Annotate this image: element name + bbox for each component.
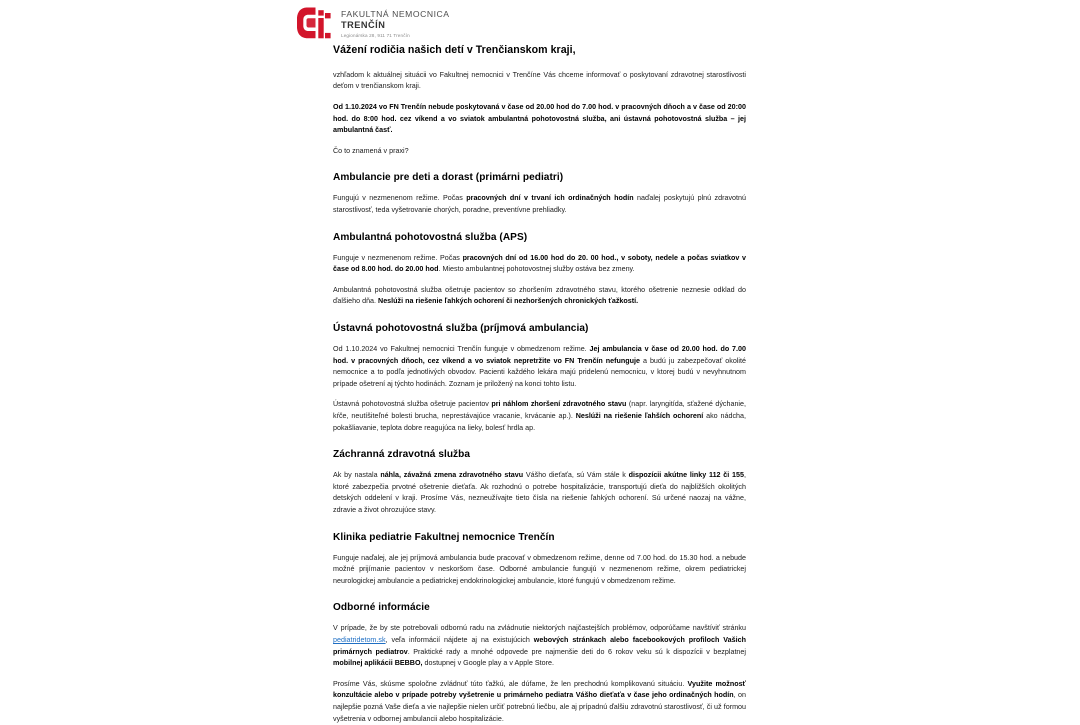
section-heading: Ústavná pohotovostná služba (príjmová ambulancia) <box>333 322 589 334</box>
body-text: Vášho dieťaťa, sú Vám stále k <box>523 471 629 480</box>
section-paragraph <box>333 193 746 216</box>
body-text: Ústavná pohotovostná služba ošetruje pacientov <box>333 400 492 409</box>
body-text: Ak by nastala <box>333 471 381 480</box>
emphasis-text: pri náhlom zhoršení zdravotného stavu <box>491 400 627 409</box>
body-text: a budú ju zabezpečovať okolité nemocnice a to podľa jednotlivých obvodov. Pacienti každého lekára majú pridelenú nemocnicu, v ktorej budú v nevyhnutnom prípade ošetrení aj týchto hodinách. Zoznam je priložený na konci tohto listu. <box>333 356 746 388</box>
emphasis-text: pracovných dní v trvaní ich ordinačných hodín <box>466 194 634 203</box>
letterhead-text <box>341 6 450 40</box>
organization-name-line2: TRENČÍN <box>341 19 386 30</box>
section-paragraph <box>333 679 746 725</box>
body-text: , veľa informácií nájdete aj na existujúcich <box>385 636 534 645</box>
emphasis-text: náhla, závažná zmena zdravotného stavu <box>380 471 524 480</box>
emphasis-text: pracovných dní od 16.00 hod do 20. 00 hod., v soboty, nedele a počas sviatkov v čase od 8.00 hod. do 20.00 hod <box>333 253 746 274</box>
body-text: naďalej poskytujú plnú zdravotnú starostlivosť, teda vyšetrovanie chorých, poradne, preventívne prehliadky. <box>333 194 747 214</box>
letterhead <box>296 6 450 40</box>
emphasis-text: Jej ambulancia v čase od 20.00 hod. do 7.00 hod. v pracovných dňoch, cez víkend a vo sviatok nepretržite vo FN Trenčín nefunguje <box>333 345 746 365</box>
body-text: Funguje v nezmenenom režime. Počas <box>333 253 463 262</box>
body-text: dostupnej v Google play a v Apple Store. <box>422 659 554 668</box>
emphasis-text: dispozícii akútne linky 112 či 155 <box>628 471 744 480</box>
section-heading: Ambulancie pre deti a dorast (primárni pediatri) <box>333 172 564 184</box>
section-paragraph <box>333 470 746 516</box>
sections-container <box>333 171 746 725</box>
section-heading: Odborné informácie <box>333 602 430 614</box>
emphasis-text: mobilnej aplikácii BEBBO, <box>333 659 423 668</box>
body-text: , ktoré zabezpečia prvotné ošetrenie dieťaťa. Ak rozhodnú o potrebe hospitalizácie, transportujú dieťa do najbližších okolitých detských oddelení v kraji. Prosíme Vás, nezneužívajte tieto čísla na riešenie ľahkých ochorení. Sú určené naozaj na vážne, zdravie a život ohrozujúce stavy. <box>333 471 746 514</box>
emphasis-text: Neslúži na riešenie ľahkých ochorení či nezhoršených chronických ťažkostí. <box>378 297 639 306</box>
body-text: Ambulantná pohotovostná služba ošetruje pacientov so zhoršením zdravotného stavu, ktorého ošetrenie neznesie odklad do ďalšieho dňa. <box>333 285 746 306</box>
section-heading: Klinika pediatrie Fakultnej nemocnice Trenčín <box>333 531 555 543</box>
body-text: . Miesto ambulantnej pohotovostnej služby ostáva bez zmeny. <box>438 265 635 274</box>
emphasis-text: webových stránkach alebo facebookových profiloch Vašich primárnych pediatrov <box>333 636 746 656</box>
section-paragraph <box>333 553 746 588</box>
notice-bold-text: Od 1.10.2024 vo FN Trenčín nebude poskytovaná v čase od 20.00 hod do 7.00 hod. v pracovných dňoch a v čase od 20:00 hod. do 8:00 hod. cez víkend a vo sviatok ambulantná pohotovostná služba, ani ústavná pohotovostná služba – jej ambulantná časť. <box>333 102 746 135</box>
body-text: Prosíme Vás, skúsme spoločne zvládnuť túto ťažkú, ale dúfame, že len prechodnú komplikovanú situáciu. <box>333 679 688 688</box>
emphasis-text: Neslúži na riešenie ľahších ochorení <box>575 411 704 420</box>
section-paragraph <box>333 344 746 390</box>
page-title: Vážení rodičia našich detí v Trenčianskom kraji, <box>333 44 576 56</box>
section-paragraph <box>333 399 746 434</box>
practice-question: Čo to znamená v praxi? <box>333 146 409 155</box>
body-text: V prípade, že by ste potrebovali odbornú radu na zvládnutie niektorých najčastejších problémov, odporúčame navštíviť stránku <box>333 624 746 633</box>
notice-paragraph <box>333 102 746 137</box>
emphasis-text: Využite možnosť konzultácie alebo v prípade potreby vyšetrenie u primárneho pediatra Vášho dieťaťa v čase jeho ordinačných hodín <box>333 679 746 700</box>
body-text: . Praktické rady a mnohé odpovede pre najmenšie deti do 6 rokov veku sú k dispozícii v bezplatnej <box>407 647 746 656</box>
organization-address: Legionárska 28, 911 71 Trenčín <box>341 33 410 39</box>
body-text: Funguje naďalej, ale jej príjmová ambulancia bude pracovať v obmedzenom režime, denne od 7.00 hod. do 15.30 hod. a nebude možné prijímanie pacientov v neskoršom čase. Odborné ambulancie fungujú v nezmenenom režime, okrem pediatrickej neurologickej ambulancie a pediatrickej endokrinologickej ambulancie, ktoré fungujú v obmedzenom režime. <box>333 553 746 585</box>
body-text: , on najlepšie pozná Vaše dieťa a vie najlepšie nielen určiť potrebnú liečbu, ale aj prípadnú ďalšiu zdravotnú starostlivosť, či už formou vyšetrenia v odbornej ambulancii alebo hospitalizácie. <box>333 691 746 723</box>
body-text: Od 1.10.2024 vo Fakultnej nemocnici Trenčín funguje v obmedzenom režime. <box>333 345 590 354</box>
body-text: ako nádcha, pokašliavanie, teplota dobre reagujúca na lieky, bolesť hrdla ap. <box>333 411 746 432</box>
section-paragraph <box>333 253 746 276</box>
inline-link[interactable]: pediatridetom.sk <box>333 636 386 645</box>
section-heading: Ambulantná pohotovostná služba (APS) <box>333 231 528 243</box>
document-body <box>333 44 746 725</box>
section-paragraph <box>333 285 746 308</box>
organization-name-line1: FAKULTNÁ NEMOCNICA <box>341 9 450 19</box>
body-text: Fungujú v nezmenenom režime. Počas <box>333 194 467 203</box>
intro-paragraph: vzhľadom k aktuálnej situácii vo Fakultnej nemocnici v Trenčíne Vás chceme informovať o poskytovaní zdravotnej starostlivosti deťom v trenčianskom kraji. <box>333 70 746 91</box>
body-text: (napr. laryngitída, sťažené dýchanie, kŕče, neutíšiteľné bolesti brucha, neprestávajúce vracanie, krvácanie ap.). <box>333 400 746 420</box>
section-heading: Záchranná zdravotná služba <box>333 449 471 461</box>
section-paragraph <box>333 623 746 669</box>
fn-trencin-logo-icon <box>296 6 332 40</box>
